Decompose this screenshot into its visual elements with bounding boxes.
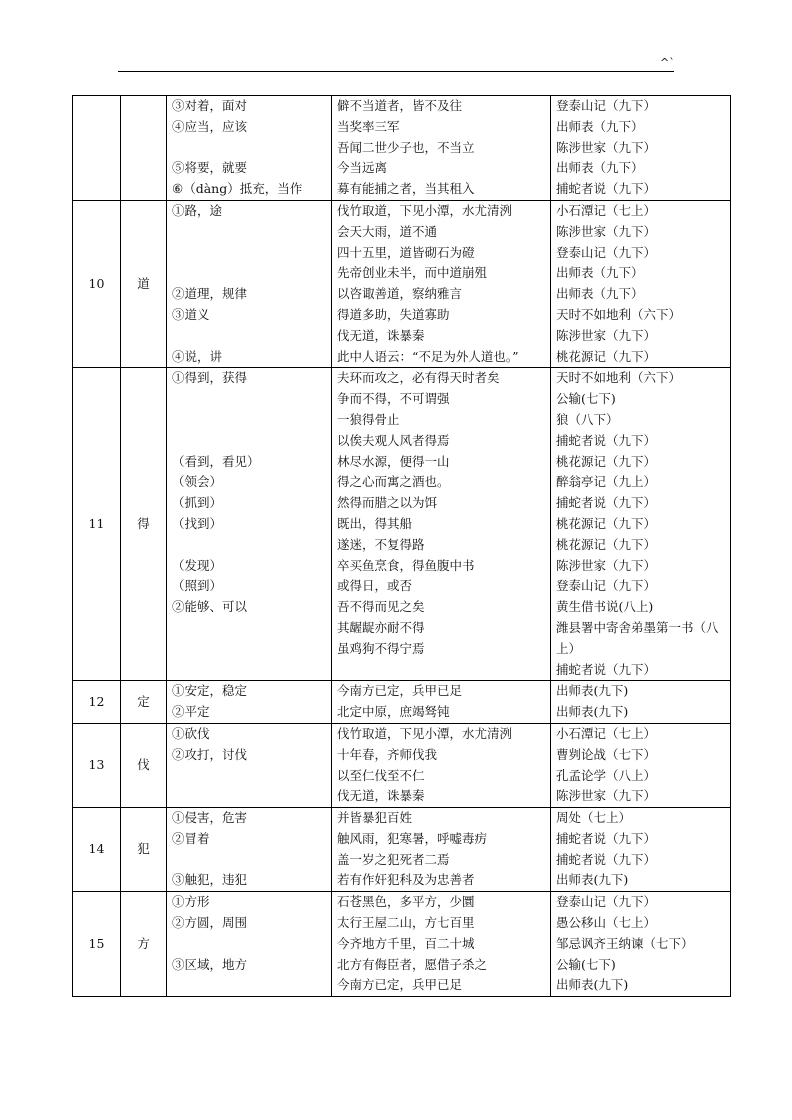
example-sentence: 然得而腊之以为饵 [337,495,438,511]
example-sentence: 若有作奸犯科及为忠善者 [337,872,475,888]
meaning-line: ②平定 [172,704,210,720]
example-sentence: 吾闻二世少子也，不当立 [337,139,475,155]
example-sentence: 四十五里，道皆砌石为磴 [337,244,475,260]
meaning-line [172,535,331,556]
entry-character: 伐 [121,723,167,807]
entry-number: 13 [73,723,121,807]
example-sentence: 林尽水源，便得一山 [337,453,450,469]
example-sentence: 伐无道，诛暴秦 [337,788,425,804]
example-sentence: 盖一岁之犯死者二焉 [337,851,450,867]
meaning-line: （领会） [172,474,223,490]
entry-number: 12 [73,681,121,724]
meaning-line: ①侵害，危害 [172,810,248,826]
sentence-cell [332,368,551,681]
source-text: 潍县署中寄舍弟墨第一书（八上） [556,619,719,656]
entry-number: 11 [73,368,121,681]
source-text: 捕蛇者说（九下） [556,661,657,677]
header-mark: ^` [660,56,675,69]
example-sentence: 其龌龊亦耐不得 [337,619,425,635]
source-text: 愚公移山（七上） [556,915,657,931]
entry-character: 定 [121,681,167,724]
sentence-cell [332,200,551,367]
table-row [73,681,731,724]
example-sentence: 北方有侮臣者，愿借子杀之 [337,956,488,972]
meaning-line: ①安定，稳定 [172,683,248,699]
example-sentence: 当奖率三军 [337,118,400,134]
source-text: 陈涉世家（九下） [556,327,657,343]
source-text: 陈涉世家（九下） [556,139,657,155]
source-text: 捕蛇者说（九下） [556,432,657,448]
meaning-cell [167,892,332,997]
meaning-line [172,389,331,410]
source-cell [551,892,731,997]
source-text: 桃花源记（九下） [556,515,657,531]
meaning-line [172,222,331,243]
sentence-cell [332,808,551,892]
entry-character: 方 [121,892,167,997]
source-text: 桃花源记（九下） [556,453,657,469]
example-sentence: 既出，得其船 [337,515,413,531]
meaning-line: ①方形 [172,894,210,910]
entry-number: 10 [73,200,121,367]
source-text: 桃花源记（九下） [556,348,657,364]
meaning-cell [167,96,332,201]
example-sentence: 并皆暴犯百姓 [337,810,413,826]
meaning-line: ①砍伐 [172,725,210,741]
example-sentence: 以俟夫观人风者得焉 [337,432,450,448]
example-sentence: 今南方已定，兵甲已足 [337,977,463,993]
example-sentence: 虽鸡狗不得宁焉 [337,640,425,656]
meaning-line [172,660,331,681]
example-sentence: 此中人语云：“不足为外人道也。” [337,348,519,364]
source-text: 出师表(九下) [556,872,629,888]
meaning-line [172,326,331,347]
meaning-line [172,850,331,871]
example-sentence: 得道多助，失道寡助 [337,306,450,322]
meaning-line: ③道义 [172,306,210,322]
meaning-cell [167,808,332,892]
meaning-line: ②能够、可以 [172,599,248,615]
source-text: 出师表（九下） [556,118,644,134]
meaning-line [172,138,331,159]
source-text: 捕蛇者说（九下） [556,495,657,511]
sentence-cell [332,96,551,201]
example-sentence: 或得日，或否 [337,578,413,594]
example-sentence: 石苍黑色，多平方，少圜 [337,894,475,910]
example-sentence: 遂迷，不复得路 [337,536,425,552]
source-text: 天时不如地利（六下） [556,370,682,386]
source-text: 出师表（九下） [556,286,644,302]
meaning-line: ①得到，获得 [172,370,248,386]
meaning-line [172,786,331,807]
sentence-cell [332,723,551,807]
example-sentence: 会天大雨，道不通 [337,223,438,239]
source-text: 出师表(九下) [556,704,629,720]
source-cell [551,200,731,367]
example-sentence: 得之心而寓之酒也。 [337,474,450,490]
meaning-line: ②攻打，讨伐 [172,746,248,762]
meaning-line: ②冒着 [172,830,210,846]
source-cell [551,368,731,681]
table-row [73,368,731,681]
source-text: 登泰山记（九下） [556,244,657,260]
meaning-line: （找到） [172,515,223,531]
source-text: 捕蛇者说（九下） [556,830,657,846]
example-sentence: 一狼得骨止 [337,411,400,427]
source-text: 醉翁亭记（九上） [556,474,657,490]
sentence-cell [332,892,551,997]
example-sentence: 伐竹取道，下见小潭，水尤清洌 [337,725,513,741]
source-text: 邹忌讽齐王纳谏（七下） [556,935,694,951]
example-sentence: 募有能捕之者，当其租入 [337,181,475,197]
entry-character: 得 [121,368,167,681]
source-text: 曹刿论战（七下） [556,746,657,762]
sentence-cell [332,681,551,724]
entry-number: 15 [73,892,121,997]
example-sentence: 伐无道，诛暴秦 [337,327,425,343]
meaning-line: （发现） [172,557,223,573]
source-text: 公输(七下) [556,391,616,407]
meaning-line: ②道理，规律 [172,286,248,302]
table-row [73,892,731,997]
source-text: 出师表(九下) [556,977,629,993]
meaning-line: （照到） [172,578,223,594]
source-cell [551,723,731,807]
source-text: 捕蛇者说（九下） [556,181,657,197]
meaning-line: ⑥（dàng）抵充，当作 [172,181,303,197]
example-sentence: 伐竹取道，下见小潭，水尤清洌 [337,202,513,218]
vocabulary-table [72,95,731,997]
source-text: 桃花源记（九下） [556,536,657,552]
entry-number [73,96,121,201]
meaning-line: ③触犯，违犯 [172,872,248,888]
meaning-line: （抓到） [172,495,223,511]
source-text: 登泰山记（九下） [556,894,657,910]
entry-character: 犯 [121,808,167,892]
meaning-line: （看到，看见） [172,453,260,469]
example-sentence: 先帝创业未半，而中道崩殂 [337,265,488,281]
source-cell [551,808,731,892]
example-sentence: 今南方已定，兵甲已足 [337,683,463,699]
meaning-line [172,975,331,996]
source-text: 狼（八下） [556,411,619,427]
entry-number: 14 [73,808,121,892]
example-sentence: 卒买鱼烹食，得鱼腹中书 [337,557,475,573]
example-sentence: 北定中原，庶竭驽钝 [337,704,450,720]
table-row [73,808,731,892]
example-sentence: 今当远离 [337,160,388,176]
meaning-line [172,431,331,452]
meaning-cell [167,723,332,807]
source-text: 陈涉世家（九下） [556,557,657,573]
example-sentence: 十年春，齐师伐我 [337,746,438,762]
source-text: 小石潭记（七上） [556,202,657,218]
source-text: 小石潭记（七上） [556,725,657,741]
meaning-line: ③对着，面对 [172,98,248,113]
meaning-line [172,243,331,264]
example-sentence: 以咨诹善道，察纳雅言 [337,286,463,302]
source-text: 出师表（九下） [556,160,644,176]
source-text: 天时不如地利（六下） [556,306,682,322]
table-row [73,96,731,201]
meaning-line: ②方圆，周围 [172,915,248,931]
example-sentence: 僻不当道者，皆不及往 [337,98,463,113]
header-rule [118,71,674,72]
example-sentence: 争而不得，不可谓强 [337,391,450,407]
meaning-line [172,618,331,660]
meaning-cell [167,368,332,681]
source-text: 陈涉世家（九下） [556,788,657,804]
meaning-line: ⑤将要，就要 [172,160,248,176]
example-sentence: 触风雨，犯寒暑，呼嘘毒疠 [337,830,488,846]
meaning-line [172,263,331,284]
table-row [73,723,731,807]
source-text: 公输(七下) [556,956,616,972]
meaning-line [172,934,331,955]
source-text: 捕蛇者说（九下） [556,851,657,867]
source-text: 出师表（九下） [556,265,644,281]
example-sentence: 今齐地方千里，百二十城 [337,935,475,951]
entry-character [121,96,167,201]
source-text: 陈涉世家（九下） [556,223,657,239]
meaning-line: ④说，讲 [172,348,223,364]
meaning-line [172,410,331,431]
example-sentence: 以至仁伐至不仁 [337,767,425,783]
meaning-line: ③区域，地方 [172,956,248,972]
meaning-line: ④应当，应该 [172,118,248,134]
meaning-line: ①路，途 [172,202,223,218]
meaning-cell [167,200,332,367]
source-cell [551,96,731,201]
source-text: 登泰山记（九下） [556,98,657,113]
table-row [73,200,731,367]
example-sentence: 太行王屋二山，方七百里 [337,915,475,931]
source-text: 周处（七上） [556,810,632,826]
source-cell [551,681,731,724]
source-text: 出师表(九下) [556,683,629,699]
source-text: 登泰山记（九下） [556,578,657,594]
source-text: 黄生借书说(八上) [556,599,654,615]
entry-character: 道 [121,200,167,367]
example-sentence: 夫环而攻之，必有得天时者矣 [337,370,500,386]
source-text: 孔孟论学（八上） [556,767,657,783]
meaning-cell [167,681,332,724]
meaning-line [172,766,331,787]
example-sentence: 吾不得而见之矣 [337,599,425,615]
